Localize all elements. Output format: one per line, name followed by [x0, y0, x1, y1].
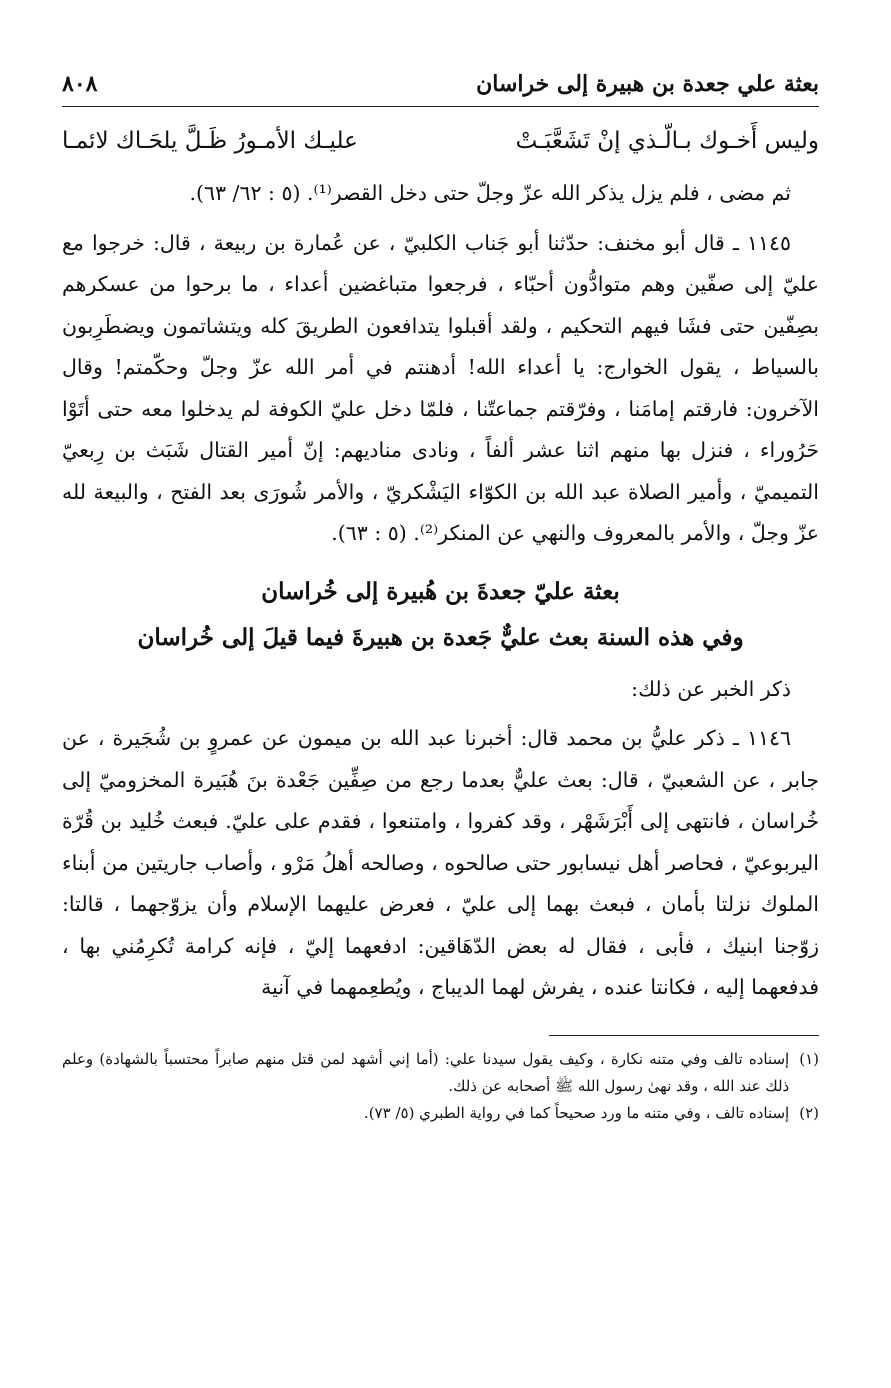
paragraph-conclusion: ثم مضى ، فلم يزل يذكر الله عزّ وجلّ حتى دخل القصر⁽¹⁾. (٥ : ٦٢/ ٦٣). — [189, 181, 791, 205]
running-header — [62, 58, 819, 106]
footnote-divider — [549, 1035, 819, 1036]
paragraph-report-1145: ١١٤٥ ـ قال أبو مخنف: حدّثنا أبو جَناب الكلبيّ ، عن عُمارة بن ربيعة ، قال: خرجوا مع عليّ إلى صفّين وهم متوادُّون أحبّاء ، فرجعوا متباغضين أعداء ، ما برحوا من عسكرهم بصِفّين حتى فشَا فيهم التحكيم ، ولقد أقبلوا يتدافعون الطريقَ كله ويتشاتمون ويضطَرِبون بالسياط ، يقول الخوارج: يا أعداء الله! أدهنتم في أمر الله عزّ وجلّ وحكّمتم! وقال الآخرون: فارقتم إمامَنا ، وفرّقتم جماعتّنا ، فلمّا دخل عليّ الكوفة لم يدخلوا معه حتى أتَوْا حَرُوراء ، فنزل بها منهم اثنا عشر ألفاً ، ونادى مناديهم: إنّ أمير القتال شَبَث بن رِبعيّ التميميّ ، وأمير الصلاة عبد الله بن الكوّاء اليَشْكريّ ، والأمر شُورَى بعد الفتح ، والبيعة لله عزّ وجلّ ، والأمر بالمعروف والنهي عن المنكر⁽²⁾. (٥ : ٦٣). — [62, 230, 819, 545]
page-number: ٨٠٨ — [62, 71, 98, 97]
footnote-text: إسناده تالف ، وفي متنه ما ورد صحيحاً كما في رواية الطبري (٥/ ٧٣). — [363, 1103, 790, 1122]
header-divider — [62, 106, 819, 107]
book-page — [62, 58, 819, 1358]
verse-second-hemistich: عليـك الأمـورُ ظَـلَّ يلحَـاك لائمـا — [62, 128, 358, 154]
footnote-number: (٢) — [799, 1103, 819, 1122]
paragraph-intro: ذكر الخبر عن ذلك: — [631, 676, 791, 701]
footnote-1 — [62, 1046, 819, 1100]
footnote-number: (١) — [799, 1049, 819, 1068]
verse-first-hemistich: وليس أَخـوك بـالّـذي إنْ تَشَعَّبَـتْ — [515, 128, 819, 154]
running-title: بعثة علي جعدة بن هبيرة إلى خراسان — [476, 71, 819, 97]
poetry-verse — [62, 121, 819, 161]
footnote-text: إسناده تالف وفي متنه نكارة ، وكيف يقول سيدنا علي: (أما إني أشهد لمن قتل منهم صابراً محتسباً بالشهادة) وعلم ذلك عند الله ، وقد نهىٰ رسول الله ﷺ أصحابه عن ذلك. — [62, 1049, 790, 1095]
section-title: بعثة عليّ جعدةَ بن هُبيرة إلى خُراسان — [261, 577, 620, 605]
footnote-2 — [62, 1100, 819, 1127]
section-subtitle: وفي هذه السنة بعث عليٌّ جَعدة بن هبيرةَ فيما قيلَ إلى خُراسان — [137, 623, 744, 651]
paragraph-report-1146: ١١٤٦ ـ ذكر عليُّ بن محمد قال: أخبرنا عبد الله بن ميمون عن عمروٍ بن شُجَيرة ، عن جابر ، عن الشعبيّ ، قال: بعث عليٌّ بعدما رجع من صِفِّين جَعْدة بنَ هُبَيرة المخزوميّ إلى خُراسان ، فانتهى إلى أَبْرَشَهْر ، وقد كفروا ، وامتنعوا ، فقدم على عليّ. فبعث خُليد بن قُرّة اليربوعيّ ، فحاصر أهل نيسابور حتى صالحوه ، وصالحه أهلُ مَرْو ، وأصاب جاريتين من أبناء الملوك نزلتا بأمان ، فبعث بهما إلى عليّ ، فعرض عليهما الإسلام وأن يزوّجهما ، قالتا: زوّجنا ابنيك ، فأبى ، فقال له بعض الدّهَاقين: ادفعهما إليّ ، فإنه كرامة تُكرِمُني بها ، فدفعهما إليه ، فكانتا عنده ، يفرش لهما الديباج ، ويُطعِمهما في آنية — [62, 726, 819, 999]
